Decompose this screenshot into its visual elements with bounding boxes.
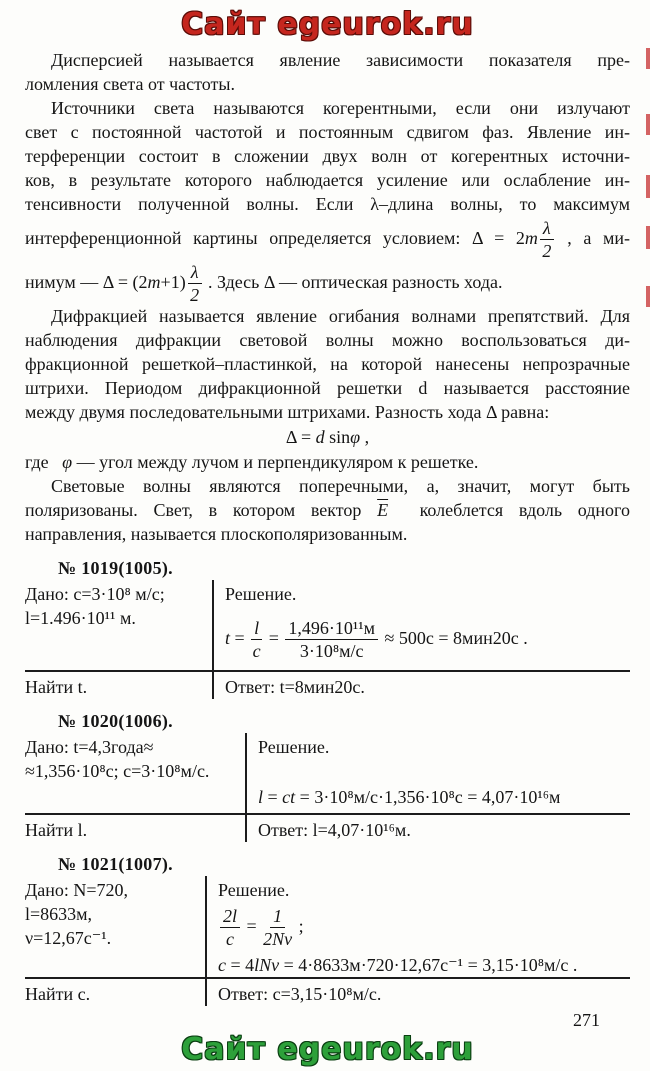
problem-1021 <box>25 852 630 1006</box>
given-line: l=8633м, <box>25 904 93 924</box>
paragraph-dispersion <box>25 48 630 96</box>
text-line: терференции состоит в сложении двух волн от когерентных источни- <box>25 146 630 166</box>
text-line: наблюдения дифракции световой волны можно воспользоваться ди- <box>25 330 630 350</box>
answer-label: Ответ: t=8мин20с. <box>212 672 630 699</box>
find-label: Найти l. <box>25 820 88 840</box>
text-line: тенсивности полученной волны. Если λ–длина волны, то максимум <box>25 194 630 214</box>
text-line: свет с постоянной частотой и постоянным сдвигом фаз. Явление ин- <box>25 122 630 142</box>
text-line: штрихи. Периодом дифракционной решетки d называется расстояние <box>25 378 630 398</box>
text-line-angle-definition: где φ — угол между лучом и перпендикуляром к решетке. <box>25 452 479 472</box>
text-line: Световые волны являются поперечными, а, значит, могут быть <box>51 476 630 496</box>
text-line: ков, в результате которого наблюдается усиление или ослабление ин- <box>25 170 630 190</box>
paragraph-interference <box>25 96 630 304</box>
paragraph-diffraction <box>25 304 630 424</box>
problem-1019 <box>25 556 630 699</box>
solution-label: Решение. <box>225 584 297 604</box>
solution-formula: l = ct = 3·10⁸м/с·1,356·10⁸с = 4,07·10¹⁶м <box>258 787 561 807</box>
solution-formula-1: $\frac{2l}{c}$ = $\frac{1}{2N\nu}$ ; <box>218 906 630 949</box>
scan-artifact-mark <box>646 226 650 249</box>
site-watermark-footer: Сайт egeurok.ru <box>181 1032 474 1068</box>
solution-formula-2: c = 4lNν = 4·8633м·720·12,67с⁻¹ = 3,15·10⁸м/с . <box>218 955 578 976</box>
problem-1020 <box>25 709 630 842</box>
text-line: направления, называется плоскополяризованным. <box>25 524 408 544</box>
given-line: ν=12,67с⁻¹. <box>25 928 112 948</box>
given-line: Дано: c=3·10⁸ м/с; <box>25 584 165 604</box>
find-label: Найти t. <box>25 677 88 697</box>
text-line: фракционной решеткой–пластинкой, на которой нанесены непрозрачные <box>25 354 630 374</box>
given-section <box>25 733 245 813</box>
given-line: Дано: N=720, <box>25 880 129 900</box>
page-number: 271 <box>573 1010 600 1031</box>
given-section <box>25 580 212 670</box>
answer-label: Ответ: l=4,07·10¹⁶м. <box>245 815 630 842</box>
text-line: ломления света от частоты. <box>25 74 236 94</box>
solution-section <box>212 580 630 670</box>
text-line-vector-e: поляризованы. Свет, в котором вектор $\overline{E}$ колеблется вдоль одного <box>25 500 630 520</box>
given-line: ≈1,356·10⁸с; c=3·10⁸м/с. <box>25 761 210 781</box>
text-line: между двумя последовательными штрихами. Разность хода Δ равна: <box>25 402 550 422</box>
problem-title: № 1019(1005). <box>58 558 173 578</box>
formula-maximum-condition: интерференционной картины определяется условием: Δ = 2m $\frac{\lambda}{2}$ , а ми- <box>25 218 630 260</box>
solution-label: Решение. <box>258 737 330 757</box>
problem-title: № 1021(1007). <box>58 854 173 874</box>
formula-minimum-condition: нимум — Δ = (2m+1) $\frac{\lambda}{2}$ . Здесь Δ — оптическая разность хода. <box>25 262 503 304</box>
scan-artifact-mark <box>646 175 650 198</box>
scan-artifact-mark <box>646 286 650 307</box>
solution-formula: t = $\frac{l}{c}$ = $\frac{\text{1,496·10¹¹м}}{\text{3·10⁸м/с}}$ ≈ 500с = 8мин20с . <box>225 618 528 662</box>
given-line: Дано: t=4,3года≈ <box>25 737 154 757</box>
site-watermark-header: Сайт egeurok.ru <box>181 7 474 42</box>
formula-path-difference: Δ = d sinφ , <box>285 427 370 447</box>
solution-section <box>205 876 630 977</box>
text-line: Источники света называются когерентными, если они излучают <box>51 98 630 118</box>
solution-label: Решение. <box>218 880 290 900</box>
text-line: Дисперсией называется явление зависимости показателя пре- <box>51 50 630 70</box>
find-label: Найти c. <box>25 984 91 1005</box>
answer-label: Ответ: c=3,15·10⁸м/с. <box>205 979 630 1006</box>
given-section <box>25 876 205 977</box>
scan-artifact-mark <box>646 48 650 69</box>
solution-section <box>245 733 630 813</box>
scan-artifact-mark <box>646 114 650 135</box>
problem-title: № 1020(1006). <box>58 711 173 731</box>
text-line: Дифракцией называется явление огибания волнами препятствий. Для <box>51 306 630 326</box>
given-line: l=1.496·10¹¹ м. <box>25 608 136 628</box>
paragraph-polarization <box>25 474 630 546</box>
